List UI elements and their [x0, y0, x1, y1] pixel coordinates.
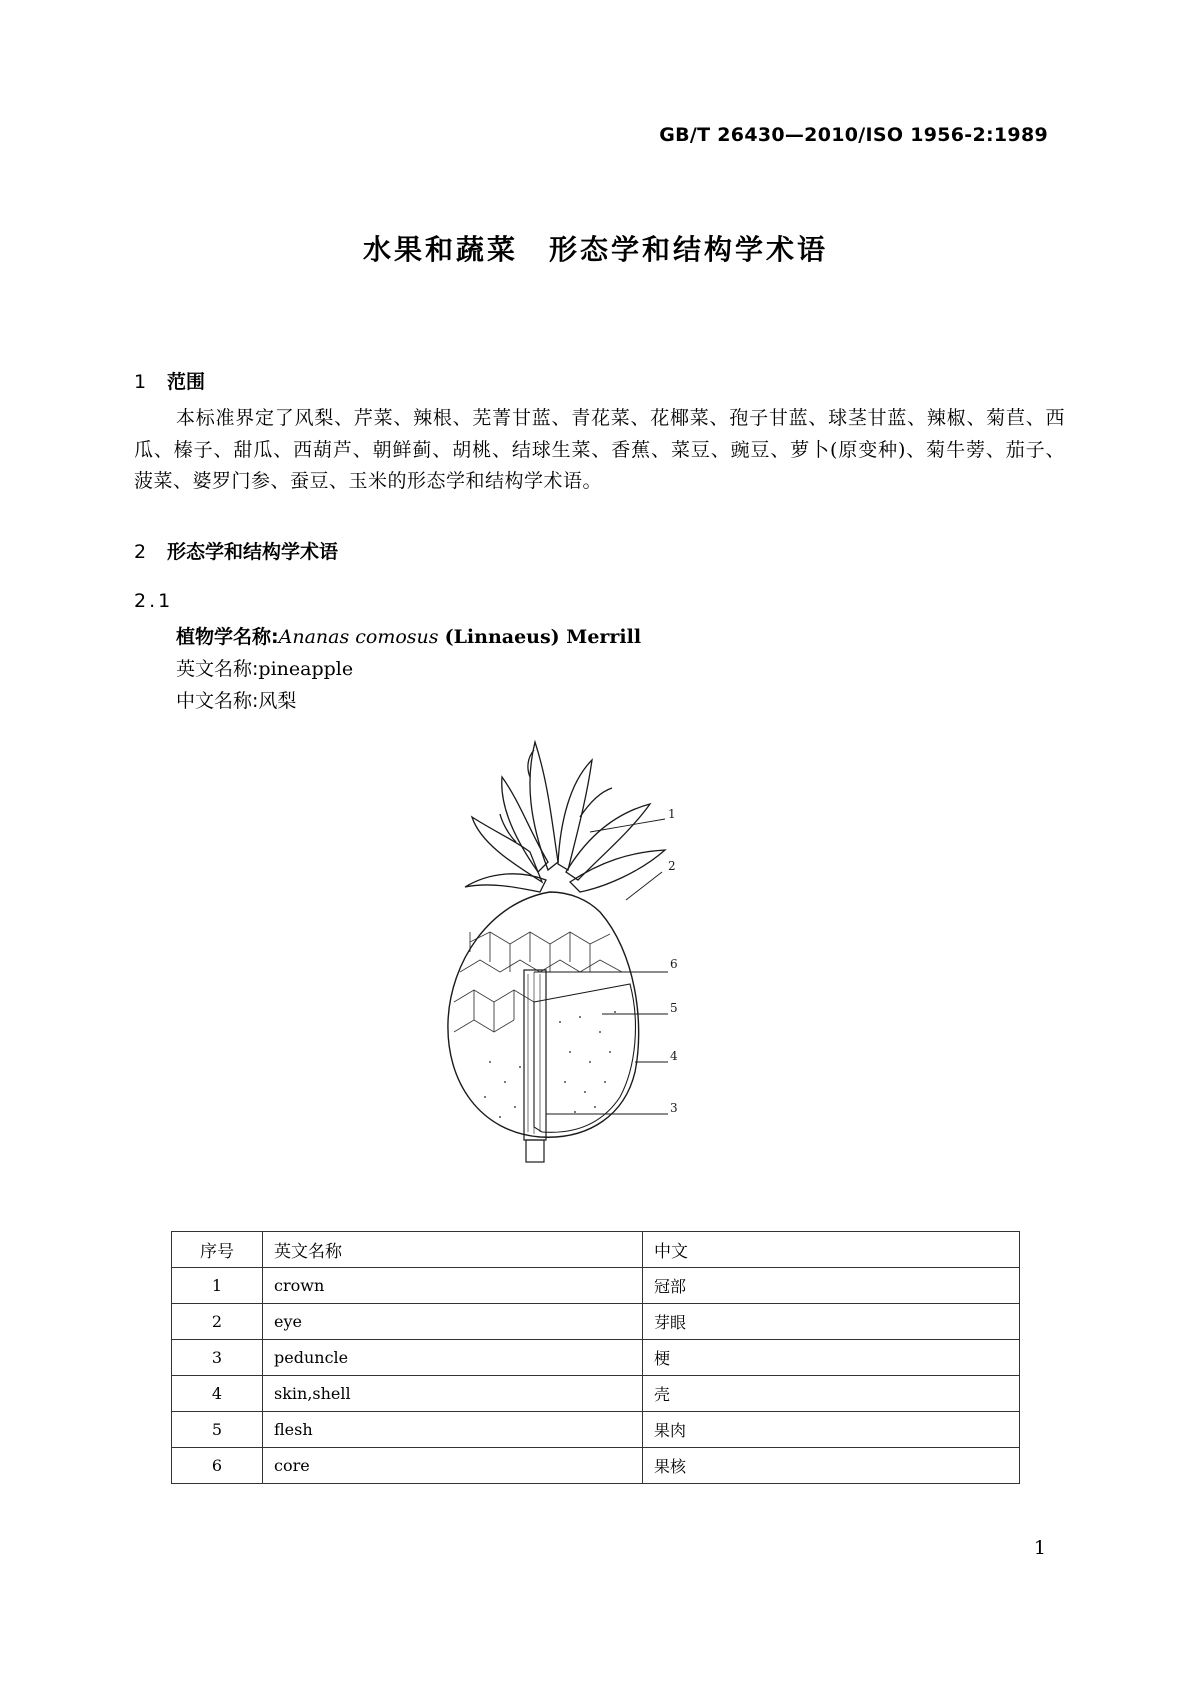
section-1-heading — [134, 367, 205, 394]
row-number: 6 — [172, 1448, 263, 1484]
scope-paragraph: 本标准界定了风梨、芹菜、辣根、芜菁甘蓝、青花菜、花椰菜、孢子甘蓝、球茎甘蓝、辣椒、菊苣、西瓜、榛子、甜瓜、西葫芦、朝鲜蓟、胡桃、结球生菜、香蕉、菜豆、豌豆、萝卜(原变种)、菊牛蒡、茄子、菠菜、婆罗门参、蚕豆、玉米的形态学和结构学术语。 — [134, 407, 1065, 492]
table-header-row — [172, 1232, 1020, 1268]
table-row — [172, 1376, 1020, 1412]
row-chinese: 果肉 — [643, 1412, 1020, 1448]
row-number: 5 — [172, 1412, 263, 1448]
section-1-number: 1 — [134, 371, 147, 393]
callout-5: 5 — [670, 1001, 678, 1015]
row-english: peduncle — [263, 1340, 643, 1376]
chinese-name-value: 风梨 — [258, 690, 297, 712]
core-stalk — [524, 970, 546, 1162]
header-number: 序号 — [172, 1232, 263, 1268]
botanical-name-label: 植物学名称: — [176, 626, 279, 648]
callout-4: 4 — [670, 1049, 678, 1063]
english-name-line — [176, 654, 353, 681]
botanical-name-line — [176, 622, 641, 649]
row-english: crown — [263, 1268, 643, 1304]
table-row — [172, 1340, 1020, 1376]
row-chinese: 壳 — [643, 1376, 1020, 1412]
header-chinese: 中文 — [643, 1232, 1020, 1268]
callout-6: 6 — [670, 957, 678, 971]
row-number: 3 — [172, 1340, 263, 1376]
english-name-value: pineapple — [258, 658, 354, 680]
row-chinese: 冠部 — [643, 1268, 1020, 1304]
clause-number: 2.1 — [134, 590, 174, 612]
row-chinese: 芽眼 — [643, 1304, 1020, 1340]
page-number: 1 — [1033, 1537, 1046, 1559]
row-english: flesh — [263, 1412, 643, 1448]
row-number: 4 — [172, 1376, 263, 1412]
eye-pattern — [454, 932, 622, 1032]
callout-3: 3 — [670, 1101, 678, 1115]
crown-drawing — [465, 742, 665, 892]
flesh-section — [484, 984, 635, 1132]
section-2-number: 2 — [134, 541, 147, 563]
row-english: skin,shell — [263, 1376, 643, 1412]
table-row — [172, 1412, 1020, 1448]
row-chinese: 梗 — [643, 1340, 1020, 1376]
botanical-name-italic: Ananas comosus — [278, 626, 439, 648]
parts-table — [171, 1231, 1020, 1484]
row-number: 1 — [172, 1268, 263, 1304]
row-chinese: 果核 — [643, 1448, 1020, 1484]
header-english: 英文名称 — [263, 1232, 643, 1268]
fruit-outline — [448, 892, 639, 1137]
row-english: core — [263, 1448, 643, 1484]
callout-1: 1 — [668, 807, 676, 821]
standard-code: GB/T 26430—2010/ISO 1956-2:1989 — [659, 124, 1048, 146]
callout-2: 2 — [668, 859, 676, 873]
document-title: 水果和蔬菜 形态学和结构学术语 — [362, 233, 828, 266]
pineapple-figure — [430, 722, 750, 1202]
row-english: eye — [263, 1304, 643, 1340]
table-row — [172, 1448, 1020, 1484]
table-row — [172, 1304, 1020, 1340]
english-name-label: 英文名称: — [176, 658, 259, 680]
table-row — [172, 1268, 1020, 1304]
chinese-name-label: 中文名称: — [176, 690, 259, 712]
row-number: 2 — [172, 1304, 263, 1340]
section-2-title: 形态学和结构学术语 — [167, 541, 339, 563]
section-1-title: 范围 — [167, 371, 206, 393]
chinese-name-line — [176, 686, 296, 713]
botanical-name-author: (Linnaeus) Merrill — [444, 626, 642, 648]
section-2-heading — [134, 537, 338, 564]
